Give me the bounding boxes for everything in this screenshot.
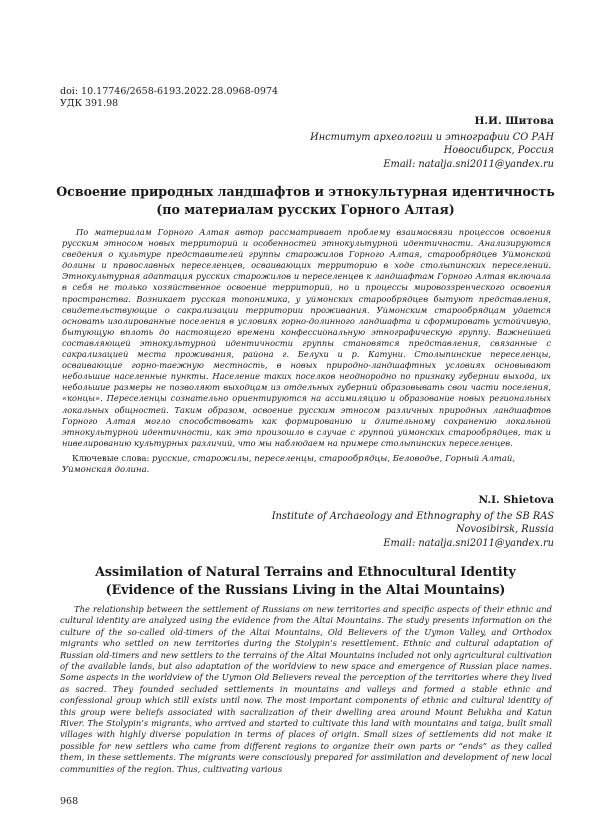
author-institute-ru: Институт археологии и этнографии СО РАН — [310, 132, 554, 143]
doi-line: doi: 10.17746/2658-6193.2022.28.0968-0974 — [60, 86, 279, 97]
author-email-ru: Email: natalja.sni2011@yandex.ru — [383, 158, 554, 170]
author-institute-en: Institute of Archaeology and Ethnography of the SB RAS — [271, 511, 554, 522]
author-name-ru: Н.И. Шитова — [474, 115, 554, 127]
author-city-ru: Новосибирск, Россия — [443, 145, 554, 157]
author-name-en: N.I. Shietova — [478, 494, 554, 506]
title-ru-line-1: Освоение природных ландшафтов и этнокультурная идентичность — [56, 184, 555, 199]
author-email-en: Email: natalja.sni2011@yandex.ru — [383, 537, 554, 549]
udk-line: УДК 391.98 — [60, 98, 119, 109]
keywords-text: русские, старожилы, переселенцы, старообрядцы, Беловодье, Горный Алтай, Уймонская долина. — [62, 454, 516, 475]
title-en-line-1: Assimilation of Natural Terrains and Ethnocultural Identity — [95, 564, 516, 579]
abstract-ru: По материалам Горного Алтая автор рассматривает проблему взаимосвязи процессов освоения русским этносом новых территорий и особенностей этнокультурной идентичности. Анализируются сведения о культуре представителей группы старожилов Горного Алтая, старообрядцев Уймонской долины и православных переселенцев, осваивающих территорию в ходе столыпинских переселений. Этнокультурная адаптация русских старожилов и переселенцев к ландшафтам Горного Алтая включала в себя не только хозяйственное освоение территорий, но и процессы мировоззренческого освоения пространства. Возникает русская топонимика, у уймонских старообрядцев бытуют представления, свидетельствующие о сакрализации территории проживания. Уймонским старообрядцам удается основать изолированные поселения в условиях горно-долинного ландшафта и сформировать устойчивую, бытующую вплоть до настоящего времени конфессиональную этнографическую группу. Важнейшей составляющей этнокультурной идентичности группы становятся представления, связанные с сакрализацией места проживания, района г. Белухи и р. Катуни. Столыпинские переселенцы, осваивающие горно-таежную местность, в новых природно-ландшафтных условиях основывают небольшие населенные пункты. Население таких поселков неоднородно по признаку губернии выхода, их небольшие размеры не позволяют выходцам из отдельных губерний образовывать свои части поселения, «концы». Переселенцы сознательно ориентируются на ассимиляцию и образование новых региональных локальных общностей. Таким образом, освоение русским этносом различных природных ландшафтов Горного Алтая могло способствовать как формированию и длительному сохранению локальной этнокультурной идентичности, как это произошло в случае с группой уймонских старообрядцев, так и нивелированию культурных различий, что мы наблюдаем на примере столыпинских переселенцев. — [62, 227, 551, 448]
title-en-line-2: (Evidence of the Russians Living in the Altai Mountains) — [105, 581, 506, 597]
author-block-en — [272, 493, 554, 550]
author-city-en: Novosibirsk, Russia — [455, 524, 554, 536]
title-ru-line-2: (по материалам русских Горного Алтая) — [156, 201, 455, 217]
abstract-en: The relationship between the settlement of Russians on new territories and specific aspects of their ethnic and cultural identity are analyzed using the evidence from the Altai Mountains. The study presents information on the culture of the so-called old-timers of the Altai Mountains, Old Believers of the Uymon Valley, and Orthodox migrants who settled on new territories during the Stolypin’s resettlement. Ethnic and cultural adaptation of Russian old-timers and new settlers to the terrains of the Altai Mountains included not only agricultural cultivation of the available lands, but also adaptation of the worldview to new space and emergence of Russian place names. Some aspects in the worldview of the Uymon Old Believers reveal the perception of the territories where they lived as sacred. They founded secluded settlements in mountains and valleys and formed a stable ethnic and confessional group which still exists until now. The most important components of ethnic and cultural identity of this group were beliefs associated with sacralization of their dwelling area around Mount Belukha and Katun River. The Stolypin’s migrants, who arrived and started to cultivate this land with mountains and taiga, built small villages with highly diverse population in terms of places of origin. Small sizes of settlements did not make it possible for new settlers who came from different regions to organize their own parts or “ends” as they called them, in these settlements. The migrants were consciously prepared for assimilation and development of new local communities of the region. Thus, cultivating various — [60, 604, 552, 774]
keywords-ru — [62, 454, 551, 476]
page-number: 968 — [60, 796, 79, 807]
article-title-ru — [40, 183, 571, 218]
keywords-label: Ключевые слова: — [72, 454, 150, 464]
author-block-ru — [310, 114, 554, 171]
article-title-en — [40, 563, 571, 598]
